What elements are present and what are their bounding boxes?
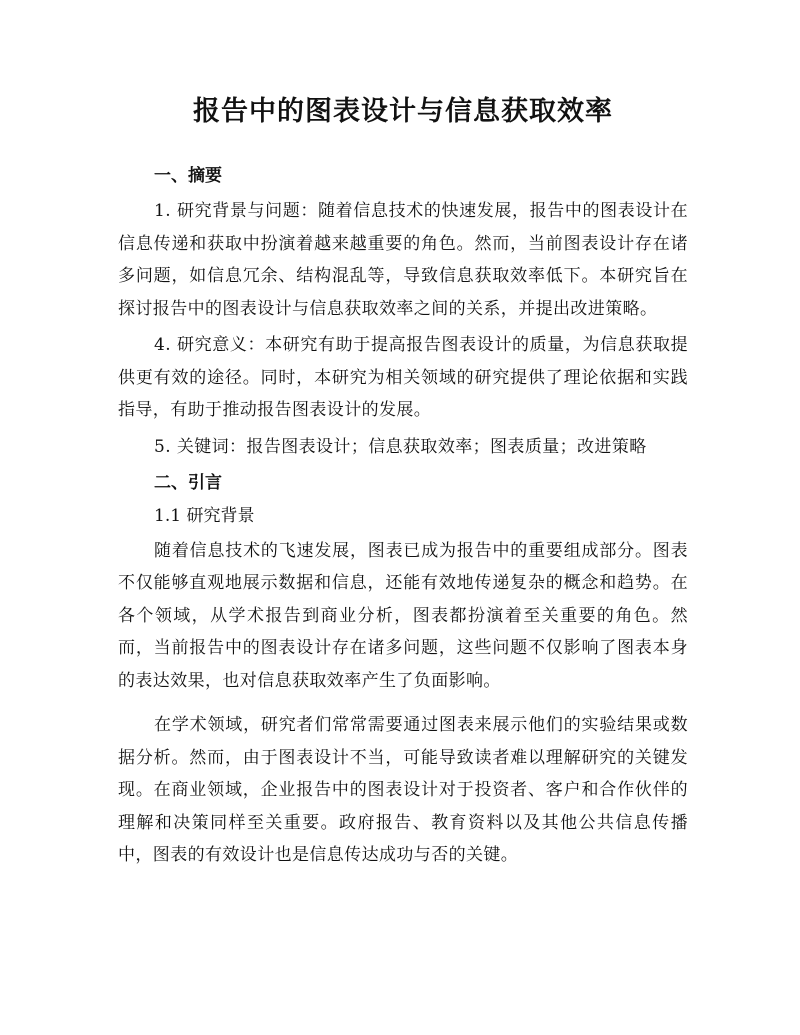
abstract-paragraph-keywords: 5. 关键词：报告图表设计；信息获取效率；图表质量；改进策略	[154, 436, 647, 457]
abstract-paragraph-significance: 4. 研究意义：本研究有助于提高报告图表设计的质量，为信息获取提供更有效的途径。同时，本研究为相关领域的研究提供了理论依据和实践指导，有助于推动报告图表设计的发展。	[118, 335, 688, 420]
section-heading-abstract: 一、摘要	[154, 166, 222, 186]
document-title: 报告中的图表设计与信息获取效率	[193, 96, 613, 127]
section-heading-intro: 二、引言	[154, 473, 222, 493]
intro-paragraph-2: 在学术领域，研究者们常常需要通过图表来展示他们的实验结果或数据分析。然而，由于图表设计不当，可能导致读者难以理解研究的关键发现。在商业领域，企业报告中的图表设计对于投资者、客户和合作伙伴的理解和决策同样至关重要。政府报告、教育资料以及其他公共信息传播中，图表的有效设计也是信息传达成功与否的关键。	[118, 715, 688, 865]
abstract-paragraph-background: 1. 研究背景与问题：随着信息技术的快速发展，报告中的图表设计在信息传递和获取中扮演着越来越重要的角色。然而，当前图表设计存在诸多问题，如信息冗余、结构混乱等，导致信息获取效率低下。本研究旨在探讨报告中的图表设计与信息获取效率之间的关系，并提出改进策略。	[118, 201, 688, 319]
intro-paragraph-1: 随着信息技术的飞速发展，图表已成为报告中的重要组成部分。图表不仅能够直观地展示数据和信息，还能有效地传递复杂的概念和趋势。在各个领域，从学术报告到商业分析，图表都扮演着至关重要的角色。然而，当前报告中的图表设计存在诸多问题，这些问题不仅影响了图表本身的表达效果，也对信息获取效率产生了负面影响。	[118, 540, 688, 691]
subsection-heading-background: 1.1 研究背景	[154, 506, 255, 526]
